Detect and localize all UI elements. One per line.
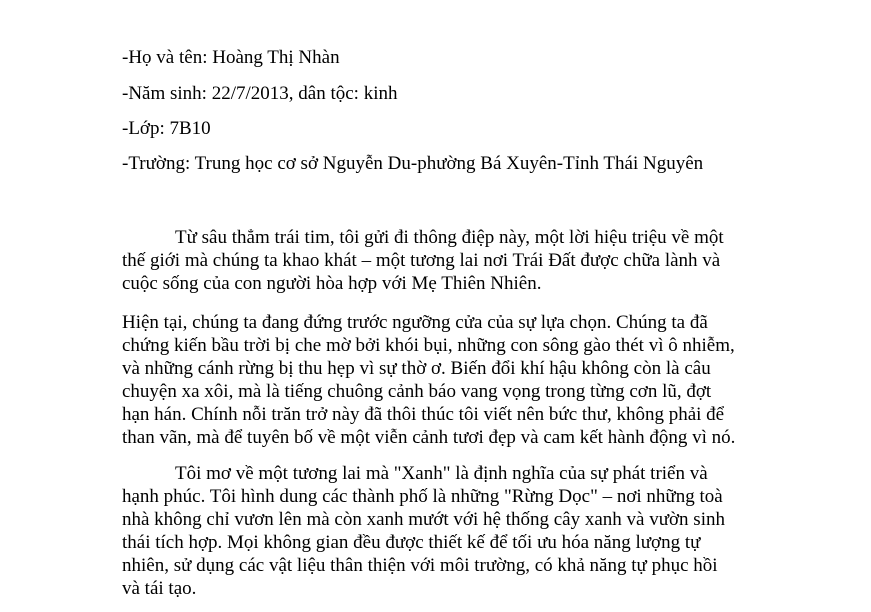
- student-school: -Trường: Trung học cơ sở Nguyễn Du-phường Bá Xuyên-Tỉnh Thái Nguyên: [122, 153, 704, 174]
- paragraph-2-line: chứng kiến bầu trời bị che mờ bởi khói bụi, những con sông gào thét vì ô nhiễm,: [122, 335, 735, 356]
- paragraph-1-line: Từ sâu thẳm trái tim, tôi gửi đi thông điệp này, một lời hiệu triệu về một: [175, 227, 724, 248]
- paragraph-3-line: thái tích hợp. Mọi không gian đều được thiết kế để tối ưu hóa năng lượng tự: [122, 532, 701, 553]
- student-name: -Họ và tên: Hoàng Thị Nhàn: [122, 47, 340, 68]
- student-class: -Lớp: 7B10: [122, 118, 211, 139]
- paragraph-3: [122, 462, 790, 600]
- student-birth: -Năm sinh: 22/7/2013, dân tộc: kinh: [122, 83, 398, 104]
- paragraph-1-line: thế giới mà chúng ta khao khát – một tương lai nơi Trái Đất được chữa lành và: [122, 250, 721, 271]
- paragraph-3-line: hạnh phúc. Tôi hình dung các thành phố là những "Rừng Dọc" – nơi những toà: [122, 486, 723, 507]
- paragraph-2-line: và những cánh rừng bị thu hẹp vì sự thờ ơ. Biến đổi khí hậu không còn là câu: [122, 358, 711, 379]
- paragraph-2-line: than vãn, mà để tuyên bố về một viễn cảnh tươi đẹp và cam kết hành động vì nó.: [122, 427, 736, 448]
- paragraph-2-line: Hiện tại, chúng ta đang đứng trước ngưỡng cửa của sự lựa chọn. Chúng ta đã: [122, 312, 708, 333]
- paragraph-3-line: nhiên, sử dụng các vật liệu thân thiện với môi trường, có khả năng tự phục hồi: [122, 555, 718, 576]
- paragraph-3-line: Tôi mơ về một tương lai mà "Xanh" là định nghĩa của sự phát triển và: [175, 463, 708, 484]
- paragraph-1-line: cuộc sống của con người hòa hợp với Mẹ Thiên Nhiên.: [122, 273, 542, 294]
- paragraph-2-line: hạn hán. Chính nỗi trăn trở này đã thôi thúc tôi viết nên bức thư, không phải để: [122, 404, 725, 425]
- paragraph-3-line: và tái tạo.: [122, 578, 197, 599]
- paragraph-1: [122, 226, 790, 295]
- paragraph-3-line: nhà không chỉ vươn lên mà còn xanh mướt với hệ thống cây xanh và vườn sinh: [122, 509, 725, 530]
- paragraph-2-line: chuyện xa xôi, mà là tiếng chuông cảnh báo vang vọng trong từng cơn lũ, đợt: [122, 381, 712, 402]
- paragraph-2: [122, 311, 790, 449]
